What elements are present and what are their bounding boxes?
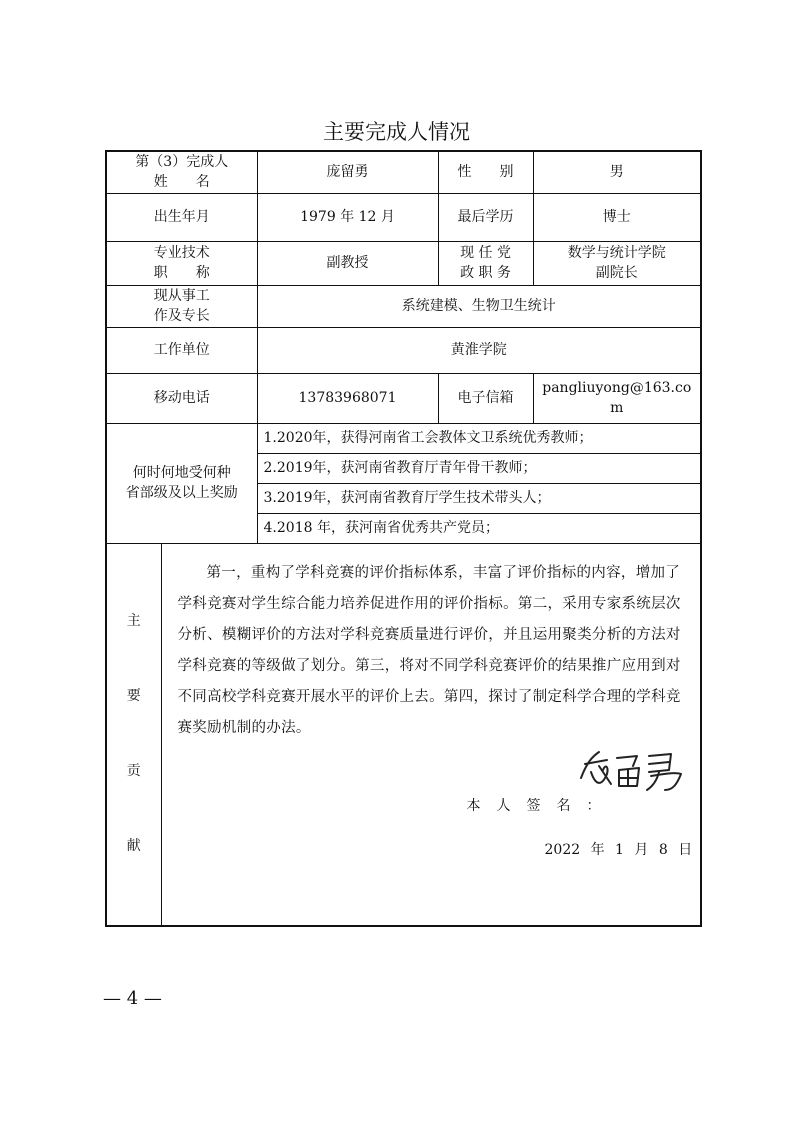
table-row xyxy=(106,241,701,285)
party-post-label: 现 任 党 政 职 务 xyxy=(438,241,533,285)
party-post-value: 数学与统计学院 副院长 xyxy=(533,241,701,285)
table-row xyxy=(106,151,701,193)
phone-label: 移动电话 xyxy=(106,373,257,423)
professional-title-value: 副教授 xyxy=(257,241,438,285)
main-contribution-content xyxy=(161,543,701,926)
table-row xyxy=(106,285,701,327)
email-label: 电子信箱 xyxy=(438,373,533,423)
professional-title-label: 专业技术 职 称 xyxy=(106,241,257,285)
signature-label: 本人签名： xyxy=(466,797,617,814)
signature-date: 2022 年 1 月 8 日 xyxy=(544,841,693,858)
specialty-label: 现从事工 作及专长 xyxy=(106,285,257,327)
awards-list xyxy=(257,423,701,543)
birth-label: 出生年月 xyxy=(106,193,257,241)
contribution-label-char: 要 xyxy=(126,688,141,704)
award-item: 2.2019年，获河南省教育厅青年骨干教师； xyxy=(258,454,701,484)
gender-label: 性 别 xyxy=(438,151,533,193)
education-label: 最后学历 xyxy=(438,193,533,241)
table-row xyxy=(106,373,701,423)
award-item: 1.2020年，获得河南省工会教体文卫系统优秀教师； xyxy=(258,424,701,454)
email-value: pangliuyong@163.co m xyxy=(533,373,701,423)
award-item: 3.2019年，获河南省教育厅学生技术带头人； xyxy=(258,484,701,514)
table-row xyxy=(106,193,701,241)
name-value: 庞留勇 xyxy=(257,151,438,193)
page-number: — 4 — xyxy=(103,988,162,1009)
table-row xyxy=(106,423,701,543)
birth-value: 1979 年 12 月 xyxy=(257,193,438,241)
gender-value: 男 xyxy=(533,151,701,193)
contribution-label-char: 贡 xyxy=(126,763,141,779)
contribution-label-char: 主 xyxy=(126,613,141,629)
contribution-label-char: 献 xyxy=(126,838,141,854)
education-value: 博士 xyxy=(533,193,701,241)
page-title: 主要完成人情况 xyxy=(323,120,470,144)
awards-label: 何时何地受何种 省部级及以上奖励 xyxy=(106,423,257,543)
award-item: 4.2018 年，获河南省优秀共产党员； xyxy=(263,519,499,536)
main-contribution-label xyxy=(106,543,161,926)
work-unit-value: 黄淮学院 xyxy=(257,327,701,373)
specialty-value: 系统建模、生物卫生统计 xyxy=(257,285,701,327)
name-label: 第（3）完成人 姓 名 xyxy=(106,151,257,193)
table-row xyxy=(106,543,701,926)
personnel-info-table xyxy=(105,150,702,927)
table-row xyxy=(106,327,701,373)
handwritten-signature xyxy=(577,744,687,794)
phone-value: 13783968071 xyxy=(257,373,438,423)
work-unit-label: 工作单位 xyxy=(106,327,257,373)
contribution-text: 第一，重构了学科竞赛的评价指标体系，丰富了评价指标的内容，增加了学科竞赛对学生综合能力培养促进作用的评价指标。第二，采用专家系统层次分析、模糊评价的方法对学科竞赛质量进行评价，并且运用聚类分析的方法对学科竞赛的等级做了划分。第三，将对不同学科竞赛评价的结果推广应用到对不同高校学科竞赛开展水平的评价上去。第四，探讨了制定科学合理的学科竞赛奖励机制的办法。 xyxy=(177,564,681,736)
